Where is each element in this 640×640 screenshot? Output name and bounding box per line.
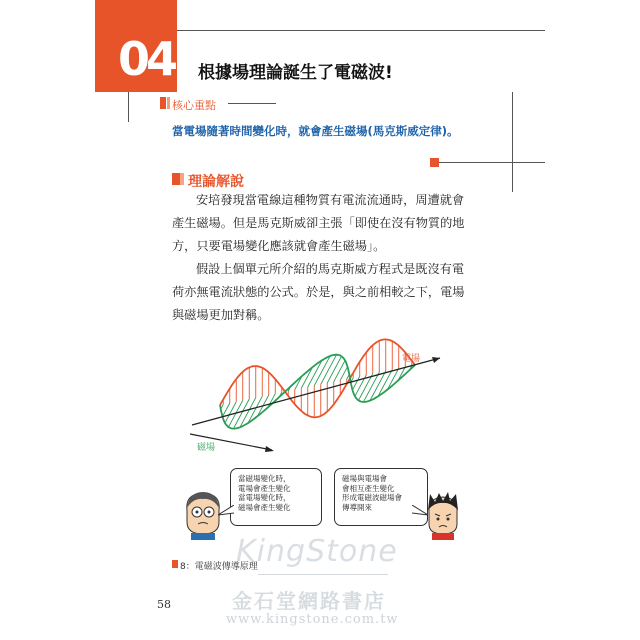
electromagnetic-wave-diagram xyxy=(180,330,460,460)
electric-field-label: 電場 xyxy=(402,354,421,364)
page-number: 58 xyxy=(157,598,171,611)
caption-separator: ： xyxy=(185,562,195,572)
caption-text: 電磁波傳導原理 xyxy=(194,562,258,572)
right-horizontal-rule xyxy=(430,162,545,163)
propagation-arrowhead xyxy=(432,357,440,363)
chapter-number: 04 xyxy=(118,32,175,86)
speech-bubble-left: 當磁場變化時， 電場會產生變化 當電場變化時， 磁場會產生變化 xyxy=(230,468,322,526)
electric-field-wave xyxy=(220,339,415,417)
paragraph-1: 安培發現當電線這種物質有電流流通時，周遭就會產生磁場。但是馬克斯威卻主張「即使在沒有物質的地方，只要電場變化應該就會產生磁場」。 xyxy=(172,193,465,253)
magnetic-field-label: 磁場 xyxy=(197,443,216,453)
paragraph-2: 假設上個單元所介紹的馬克斯威方程式是既沒有電荷亦無電流狀態的公式。於是，與之前相較之下，電場與磁場更加對稱。 xyxy=(172,262,465,322)
magnetic-field-vector xyxy=(334,360,345,381)
magnetic-axis-arrowhead xyxy=(265,446,274,452)
speech-bubble-right: 磁場與電場會 會相互產生變化 形成電磁波磁場會 傳導開來 xyxy=(334,468,428,526)
magnetic-field-vector xyxy=(352,376,359,390)
core-point-marker xyxy=(160,97,166,109)
student-character xyxy=(426,492,460,540)
watermark-brand: KingStone xyxy=(236,534,398,569)
bubble-tail-left xyxy=(218,505,234,517)
right-vertical-rule xyxy=(512,92,513,192)
page-title: 根據場理論誕生了電磁波! xyxy=(198,63,393,83)
section-marker-light xyxy=(180,173,184,185)
chapter-vertical-rule xyxy=(128,92,129,122)
watermark-rule xyxy=(258,574,388,575)
propagation-axis xyxy=(192,358,440,425)
core-point-marker-light xyxy=(167,97,170,109)
core-point-label: 核心重點 xyxy=(172,99,216,112)
magnetic-field-vector xyxy=(327,356,341,383)
core-point-rule xyxy=(228,103,276,104)
watermark-url: www.kingstone.com.tw xyxy=(226,612,399,627)
section-marker xyxy=(172,173,180,185)
section-heading: 理論解說 xyxy=(188,174,244,190)
caption-marker xyxy=(172,560,178,568)
magnetic-field-vector xyxy=(340,367,347,381)
magnetic-field-vector xyxy=(225,402,236,423)
magnetic-field-vector xyxy=(301,367,312,388)
caption-number: 8 xyxy=(180,562,186,572)
watermark-chinese: 金石堂網路書店 xyxy=(232,589,386,613)
professor-character xyxy=(183,488,223,540)
orange-marker xyxy=(430,158,439,167)
core-point-text: 當電場隨著時間變化時，就會產生磁場(馬克斯威定律)。 xyxy=(172,124,459,138)
header-rule xyxy=(177,30,545,31)
